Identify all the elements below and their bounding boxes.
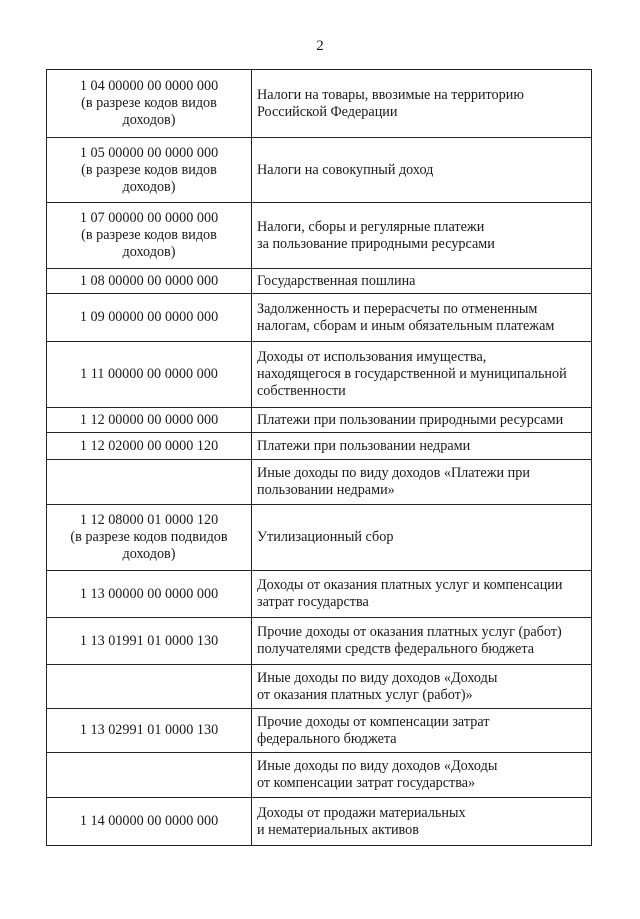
revenue-name-line: Доходы от продажи материальных	[257, 804, 466, 821]
revenue-name-line: Задолженность и перерасчеты по отмененным	[257, 300, 538, 317]
revenue-name-cell	[252, 138, 592, 203]
revenue-code-cell	[47, 505, 252, 571]
revenue-name-cell	[252, 505, 592, 571]
revenue-name-cell	[252, 753, 592, 798]
revenue-name-line: находящегося в государственной и муниципальной	[257, 366, 567, 382]
revenue-name-cell	[252, 618, 592, 665]
revenue-code-cell	[47, 571, 252, 618]
table-row	[47, 665, 592, 709]
revenue-code-line: доходов)	[122, 244, 176, 260]
revenue-code-cell	[47, 294, 252, 342]
revenue-name-line: федерального бюджета	[257, 730, 397, 747]
revenue-code-cell	[47, 408, 252, 433]
table-row	[47, 798, 592, 846]
revenue-code-line: 1 12 02000 00 0000 120	[79, 437, 219, 454]
revenue-code-line: доходов)	[122, 178, 176, 195]
revenue-code-cell	[47, 203, 252, 269]
revenue-name-cell	[252, 433, 592, 460]
revenue-code-line: доходов)	[122, 546, 176, 562]
revenue-code-line: (в разрезе кодов видов	[81, 227, 217, 243]
revenue-name-cell	[252, 665, 592, 709]
revenue-name-line: от компенсации затрат государства»	[257, 775, 476, 791]
revenue-name-line: Доходы от оказания платных услуг и компенсации	[257, 577, 563, 593]
table-body	[47, 70, 592, 846]
revenue-code-line: 1 07 00000 00 0000 000	[79, 210, 219, 226]
table-row	[47, 269, 592, 294]
revenue-name-line: Платежи при пользовании недрами	[257, 437, 471, 454]
revenue-name-cell	[252, 460, 592, 505]
revenue-code-cell	[47, 342, 252, 408]
revenue-code-line: 1 12 08000 01 0000 120	[79, 512, 219, 528]
table-row	[47, 709, 592, 753]
revenue-name-cell	[252, 70, 592, 138]
revenue-name-line: Утилизационный сбор	[257, 529, 394, 545]
revenue-code-line: (в разрезе кодов видов	[81, 161, 217, 178]
revenue-name-line: за пользование природными ресурсами	[257, 235, 495, 252]
revenue-name-line: пользовании недрами»	[257, 482, 395, 498]
table-row	[47, 460, 592, 505]
revenue-code-line: 1 12 00000 00 0000 000	[79, 411, 219, 428]
table-row	[47, 618, 592, 665]
revenue-code-cell	[47, 70, 252, 138]
revenue-code-cell	[47, 138, 252, 203]
table-row	[47, 138, 592, 203]
revenue-name-line: Налоги на совокупный доход	[257, 161, 434, 178]
revenue-code-line: (в разрезе кодов подвидов	[70, 529, 228, 545]
revenue-name-line: от оказания платных услуг (работ)»	[257, 686, 473, 703]
revenue-name-cell	[252, 571, 592, 618]
table-row	[47, 70, 592, 138]
revenue-name-line: Иные доходы по виду доходов «Платежи при	[257, 465, 530, 481]
revenue-name-cell	[252, 798, 592, 846]
revenue-codes-table	[46, 69, 592, 846]
revenue-name-line: Государственная пошлина	[257, 272, 416, 289]
table-row	[47, 203, 592, 269]
revenue-name-line: Налоги, сборы и регулярные платежи	[257, 218, 485, 235]
revenue-name-line: Доходы от использования имущества,	[257, 349, 487, 365]
revenue-code-cell	[47, 618, 252, 665]
revenue-name-line: Иные доходы по виду доходов «Доходы	[257, 669, 498, 686]
revenue-name-cell	[252, 342, 592, 408]
revenue-name-line: получателями средств федерального бюджета	[257, 641, 534, 657]
revenue-code-cell	[47, 665, 252, 709]
revenue-name-line: Российской Федерации	[257, 103, 398, 120]
table-row	[47, 433, 592, 460]
table-row	[47, 505, 592, 571]
revenue-code-line: 1 08 00000 00 0000 000	[79, 272, 219, 289]
revenue-name-cell	[252, 294, 592, 342]
revenue-code-line: 1 13 01991 01 0000 130	[79, 632, 219, 649]
table-row	[47, 753, 592, 798]
revenue-name-cell	[252, 709, 592, 753]
revenue-code-line: доходов)	[122, 112, 176, 128]
revenue-code-cell	[47, 269, 252, 294]
revenue-code-line: (в разрезе кодов видов	[81, 95, 217, 111]
revenue-name-cell	[252, 269, 592, 294]
revenue-code-cell	[47, 798, 252, 846]
revenue-name-line: Иные доходы по виду доходов «Доходы	[257, 758, 498, 774]
revenue-code-line: 1 11 00000 00 0000 000	[80, 366, 218, 382]
revenue-code-line: 1 09 00000 00 0000 000	[79, 309, 219, 325]
revenue-code-line: 1 13 02991 01 0000 130	[79, 722, 219, 738]
revenue-name-line: Прочие доходы от оказания платных услуг (работ)	[257, 624, 562, 640]
page-number: 2	[316, 38, 324, 54]
revenue-code-line: 1 13 00000 00 0000 000	[79, 585, 219, 602]
revenue-name-cell	[252, 203, 592, 269]
revenue-name-line: и нематериальных активов	[257, 821, 419, 838]
revenue-code-cell	[47, 460, 252, 505]
table-row	[47, 342, 592, 408]
table-row	[47, 408, 592, 433]
table-row	[47, 571, 592, 618]
revenue-code-line: 1 05 00000 00 0000 000	[79, 144, 219, 161]
revenue-name-line: Платежи при пользовании природными ресурсами	[257, 411, 564, 428]
revenue-code-cell	[47, 433, 252, 460]
revenue-name-line: налогам, сборам и иным обязательным платежам	[257, 317, 555, 334]
revenue-name-line: затрат государства	[257, 594, 369, 610]
revenue-code-cell	[47, 753, 252, 798]
revenue-code-line: 1 04 00000 00 0000 000	[79, 78, 219, 94]
revenue-name-cell	[252, 408, 592, 433]
revenue-name-line: собственности	[257, 383, 346, 399]
revenue-name-line: Прочие доходы от компенсации затрат	[257, 713, 490, 730]
revenue-code-line: 1 14 00000 00 0000 000	[79, 813, 219, 829]
revenue-name-line: Налоги на товары, ввозимые на территорию	[257, 86, 524, 103]
table-row	[47, 294, 592, 342]
revenue-code-cell	[47, 709, 252, 753]
